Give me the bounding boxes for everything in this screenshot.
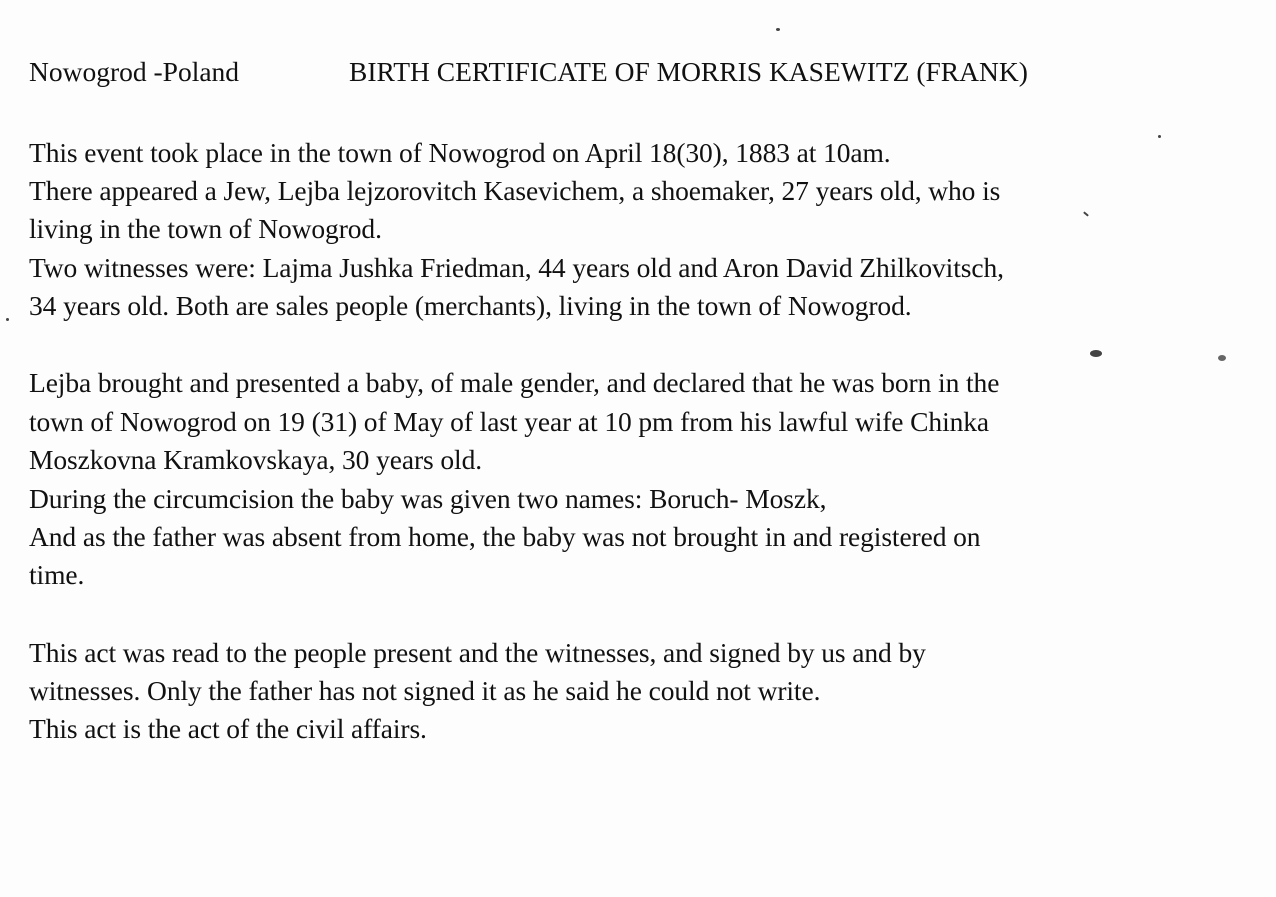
text-line: This act is the act of the civil affairs. — [29, 713, 427, 744]
text-line: There appeared a Jew, Lejba lejzorovitch Kasevichem, a shoemaker, 27 years old, who is — [29, 175, 1001, 206]
scan-speck — [6, 318, 9, 321]
text-line: 34 years old. Both are sales people (merchants), living in the town of Nowogrod. — [29, 290, 912, 321]
scan-speck — [776, 28, 780, 31]
scan-speck — [1158, 135, 1161, 138]
text-line: time. — [29, 559, 85, 590]
text-line: This event took place in the town of Nowogrod on April 18(30), 1883 at 10am. — [29, 137, 891, 168]
text-line: Moszkovna Kramkovskaya, 30 years old. — [29, 444, 483, 475]
text-line: This act was read to the people present and the witnesses, and signed by us and by — [29, 637, 926, 668]
text-line: town of Nowogrod on 19 (31) of May of last year at 10 pm from his lawful wife Chinka — [29, 406, 990, 437]
scan-speck — [1218, 355, 1226, 361]
text-line: Lejba brought and presented a baby, of male gender, and declared that he was born in the — [29, 367, 1000, 398]
place-heading: Nowogrod -Poland — [29, 56, 240, 87]
text-line: living in the town of Nowogrod. — [29, 213, 382, 244]
certificate-title: BIRTH CERTIFICATE OF MORRIS KASEWITZ (FRANK) — [349, 56, 1028, 87]
scan-speck — [1083, 211, 1089, 216]
scan-speck — [1090, 350, 1102, 357]
text-line: witnesses. Only the father has not signed it as he said he could not write. — [29, 675, 821, 706]
text-line: During the circumcision the baby was given two names: Boruch- Moszk, — [29, 483, 827, 514]
text-line: Two witnesses were: Lajma Jushka Friedman, 44 years old and Aron David Zhilkovitsch, — [29, 252, 1004, 283]
text-line: And as the father was absent from home, the baby was not brought in and registered on — [29, 521, 981, 552]
